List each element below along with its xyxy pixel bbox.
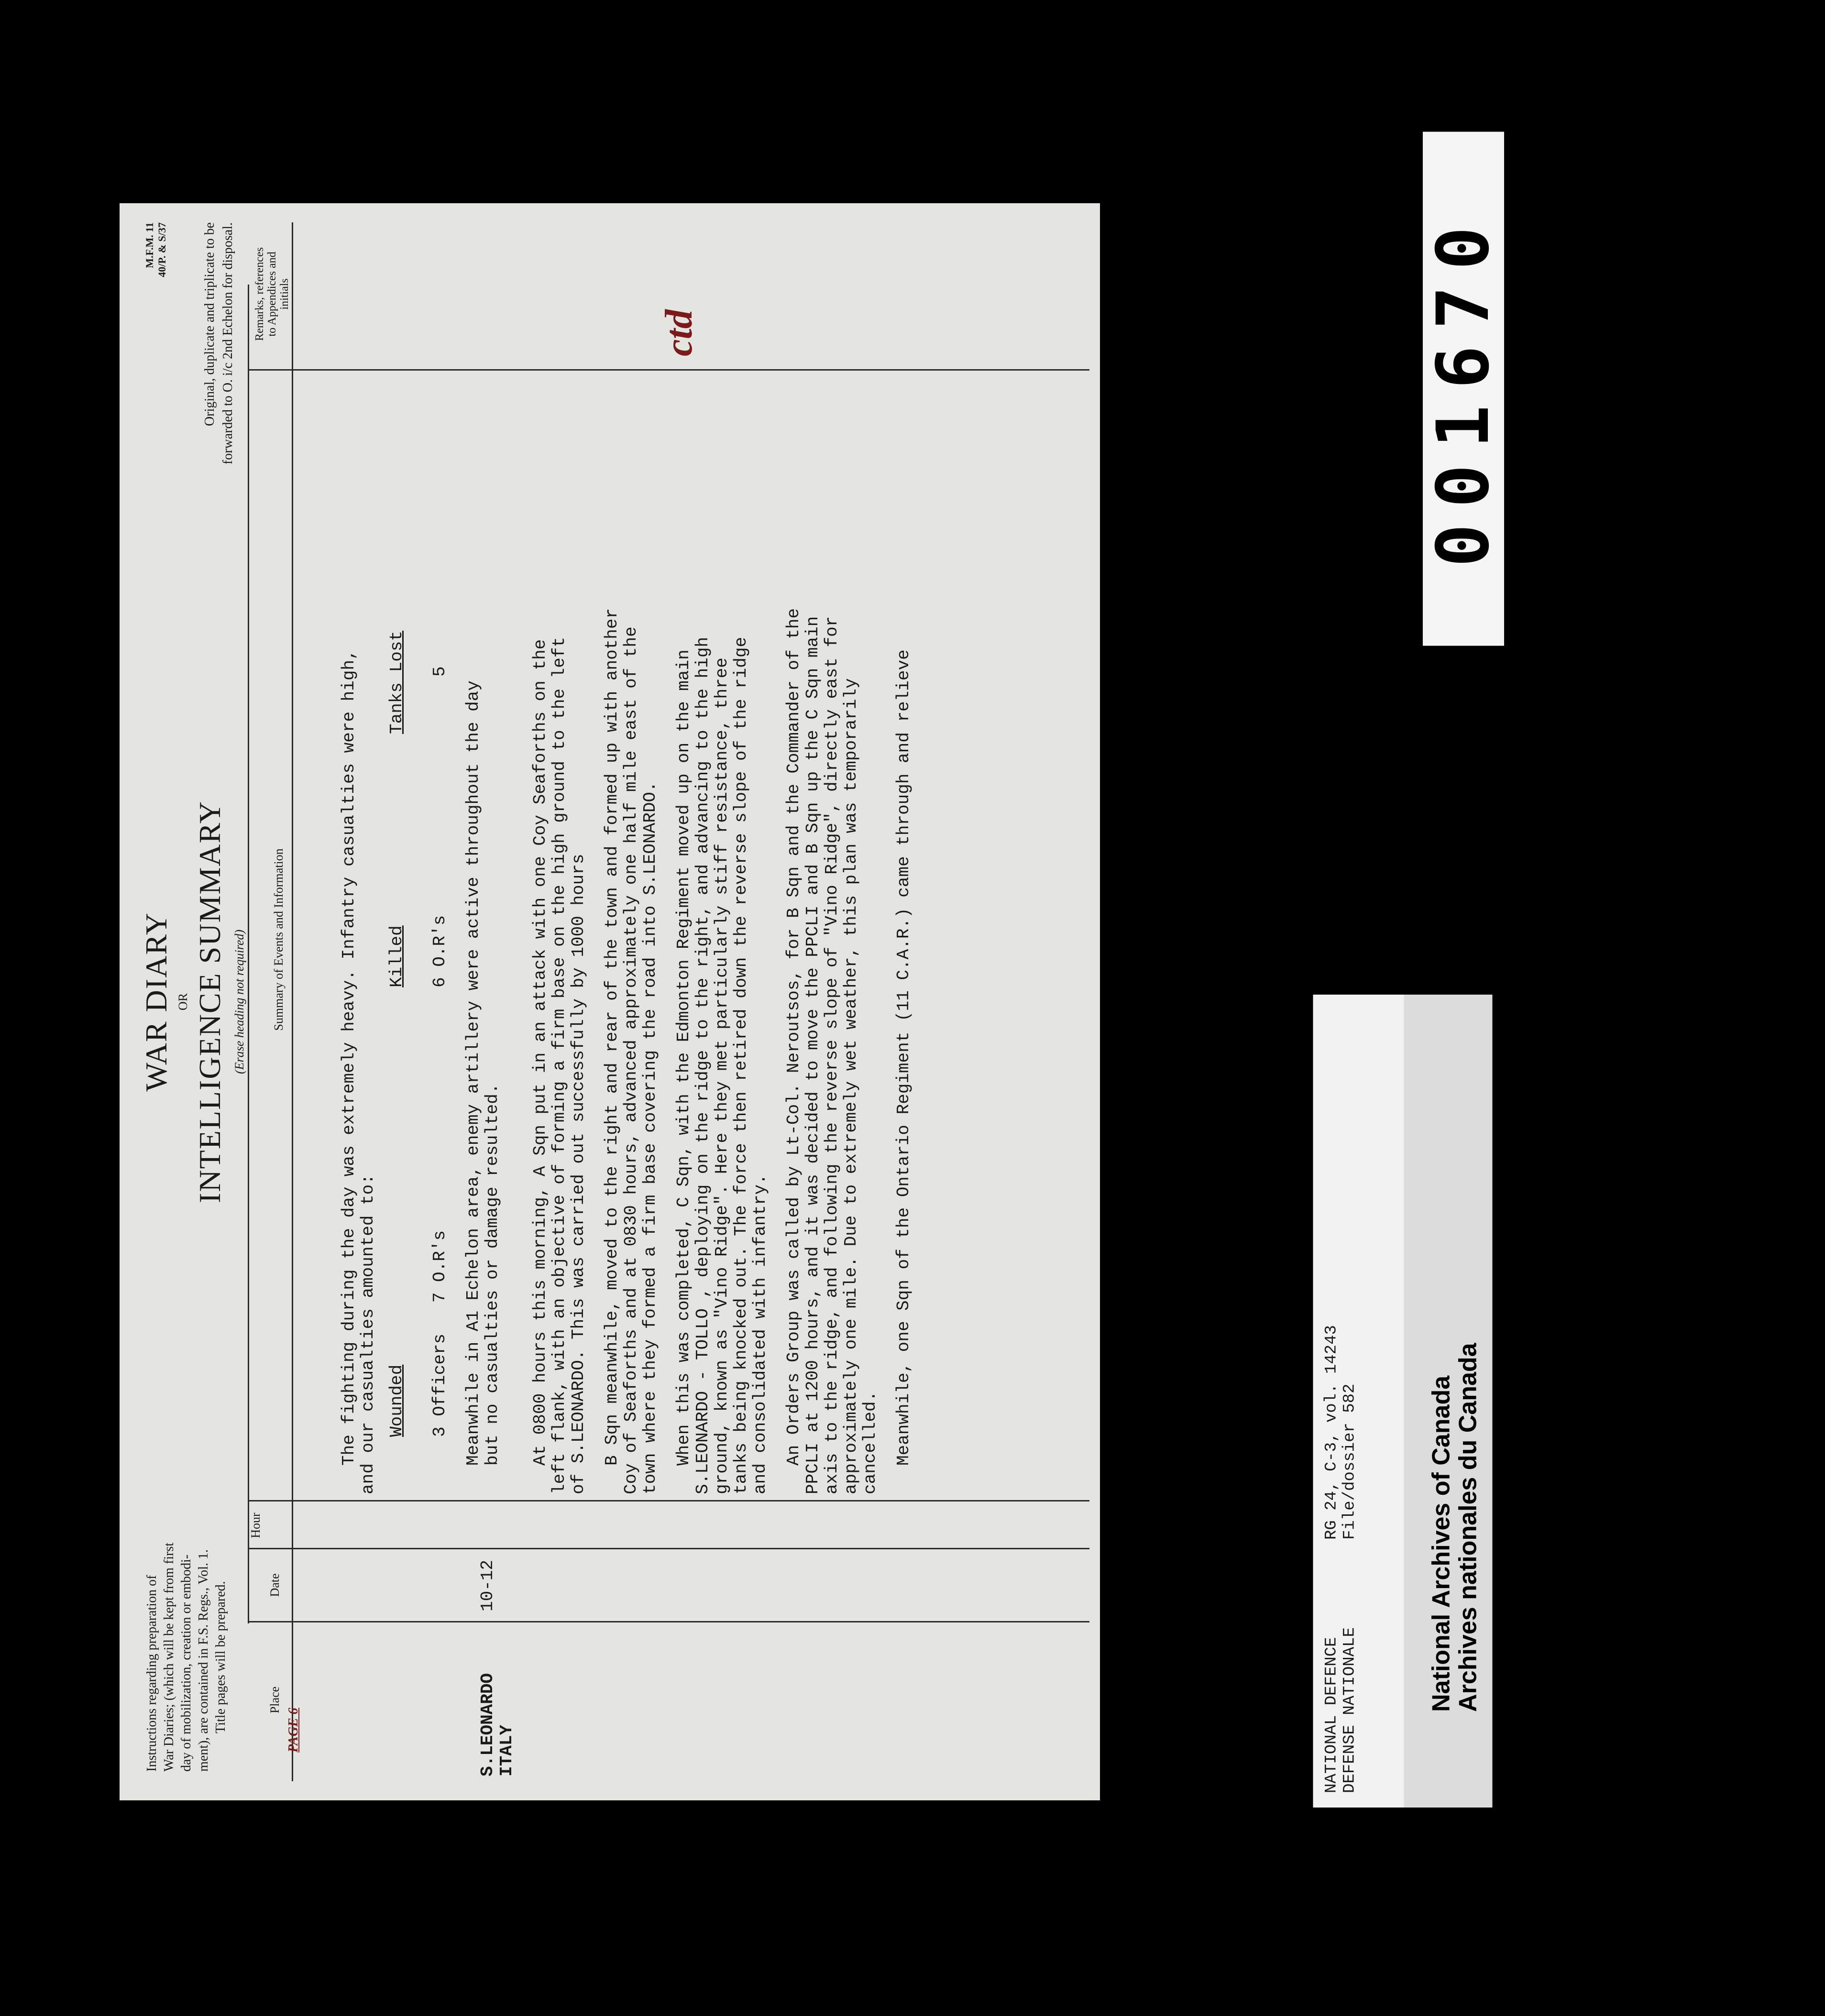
archive-label-container	[1313, 995, 1492, 1808]
casualty-header-wounded: Wounded	[387, 1364, 407, 1437]
body-line: Meanwhile, one Sqn of the Ontario Regiment (11 C.A.R.) came through and relieve	[894, 649, 913, 1466]
body-line: ground, known as "Vino Ridge". Here they met particularly stiff resistance, three	[712, 657, 732, 1494]
disposal-note-line: forwarded to O. i/c 2nd Echelon for disposal.	[220, 222, 235, 465]
national-archives-line: Archives nationales du Canada	[1454, 1343, 1482, 1712]
place-entry	[478, 1673, 517, 1776]
body-line: An Orders Group was called by Lt-Col. Neroutsos, for B Sqn and the Commander of the	[784, 608, 803, 1466]
remarks-line: to Appendices and	[266, 252, 278, 337]
archive-label-bottom	[1404, 995, 1492, 1808]
archive-label	[1313, 995, 1492, 1808]
body-line: of S.LEONARDO. This was carried out successfully by 1000 hours	[569, 854, 588, 1494]
title-war-diary: WAR DIARY	[139, 912, 173, 1092]
column-rule	[248, 1548, 1089, 1549]
place-line: S.LEONARDO	[478, 1673, 497, 1776]
col-header-date: Date	[268, 1573, 282, 1597]
remarks-line: initials	[278, 278, 291, 310]
national-archives-line: National Archives of Canada	[1427, 1375, 1455, 1712]
column-rule	[248, 369, 1089, 371]
body-line: S.LEONARDO - TOLLO , deploying on the ridge to the right, and advancing to the high	[693, 636, 713, 1494]
body-line: but no casualties or damage resulted.	[483, 1083, 502, 1466]
body-line: PPCLI at 1200 hours, and it was decided to move the PPCLI and B Sqn up the C Sqn main	[803, 616, 823, 1494]
body-line: When this was completed, C Sqn, with the Edmonton Regiment moved up on the main	[674, 649, 693, 1466]
instructions-line: Title pages will be prepared.	[213, 1581, 228, 1733]
body-line: left flank, with an objective of forming a firm base on the high ground to the left	[550, 636, 569, 1494]
body-line: town where they formed a firm base covering the road into S.LEONARDO.	[640, 781, 660, 1494]
body-line: approximately one mile. Due to extremely wet weather, this plan was temporarily	[841, 678, 861, 1494]
instructions-line: Instructions regarding preparation of	[144, 1575, 159, 1772]
diary-title	[139, 753, 247, 1250]
diary-page-container	[120, 203, 1100, 1800]
casualty-value-wounded: 3 Officers 7 O.R's	[430, 1230, 450, 1437]
national-defence-line: DEFENSE NATIONALE	[1341, 1627, 1359, 1793]
reel-number: 001670	[1422, 210, 1505, 567]
col-header-place: Place	[268, 1686, 282, 1714]
archive-reference-line: RG 24, C-3, vol. 14243	[1322, 1325, 1341, 1540]
column-rule	[248, 1621, 1089, 1622]
instructions-line: day of mobilization, creation or embodi-	[179, 1554, 194, 1772]
body-line: axis to the ridge, and following the reverse slope of "Vino Ridge", directly east for	[822, 616, 842, 1494]
archive-label-top	[1313, 995, 1404, 1808]
col-header-summary: Summary of Events and Information	[272, 848, 286, 1031]
body-line: and our casualties amounted to:	[358, 1174, 378, 1494]
header-top-rule	[248, 285, 249, 1623]
reel-number-container	[1423, 131, 1504, 646]
body-line: B Sqn meanwhile, moved to the right and rear of the town and formed up with another	[602, 608, 622, 1466]
page-number-mark: PAGE 6	[286, 1708, 301, 1753]
body-line: Coy of Seaforths and at 0830 hours, advanced approximately one half mile east of the	[621, 626, 641, 1494]
remarks-line: Remarks, references	[253, 247, 266, 341]
disposal-note-line: Original, duplicate and triplicate to be	[202, 222, 217, 427]
initials-mark: ctd	[658, 309, 700, 356]
form-number	[143, 222, 168, 318]
national-defence-line: NATIONAL DEFENCE	[1322, 1637, 1341, 1793]
casualty-value-tanks: 5	[430, 666, 450, 677]
reel-number-label	[1423, 131, 1504, 646]
national-defence-stamp	[1322, 1627, 1359, 1793]
body-line: Meanwhile in A1 Echelon area, enemy artillery were active throughout the day	[463, 680, 483, 1466]
title-or: OR	[176, 993, 190, 1011]
archive-reference-line: File/dossier 582	[1341, 1383, 1359, 1540]
instructions-block	[143, 1485, 230, 1772]
col-header-hour: Hour	[249, 1512, 263, 1538]
col-header-remarks	[253, 222, 291, 366]
archive-reference	[1322, 1325, 1359, 1540]
body-line: At 0800 hours this morning, A Sqn put in an attack with one Coy Seaforths on the	[530, 639, 550, 1466]
summary-body	[340, 375, 913, 1494]
disposal-note	[201, 222, 237, 586]
casualty-value-killed: 6 O.R's	[430, 915, 450, 987]
form-number-line: M.F.M. 11	[143, 222, 155, 268]
title-erase-note: (Erase heading not required)	[232, 929, 246, 1074]
place-line: ITALY	[497, 1724, 517, 1776]
instructions-line: ment), are contained in F.S. Regs., Vol. 1.	[196, 1549, 211, 1772]
date-entry: 10-12	[478, 1559, 497, 1611]
title-intelligence-summary: INTELLIGENCE SUMMARY	[193, 800, 227, 1203]
body-line: The fighting during the day was extremely heavy. Infantry casualties were high,	[339, 649, 359, 1466]
form-number-line: 40/P. & S/37	[156, 222, 168, 277]
header-bottom-rule	[292, 222, 293, 1781]
column-rule	[248, 1500, 1089, 1501]
casualty-header-tanks: Tanks Lost	[387, 630, 407, 734]
national-archives-name	[1428, 1343, 1481, 1712]
casualty-header-killed: Killed	[387, 925, 407, 987]
body-line: cancelled.	[860, 1391, 880, 1494]
diary-page	[120, 203, 1100, 1800]
instructions-line: War Diaries; (which will be kept from first	[162, 1542, 176, 1772]
body-line: tanks being knocked out. The force then retired down the reverse slope of the ridge	[731, 636, 751, 1494]
casualty-table	[387, 375, 464, 1494]
body-line: and consolidated with infantry.	[750, 1174, 770, 1494]
